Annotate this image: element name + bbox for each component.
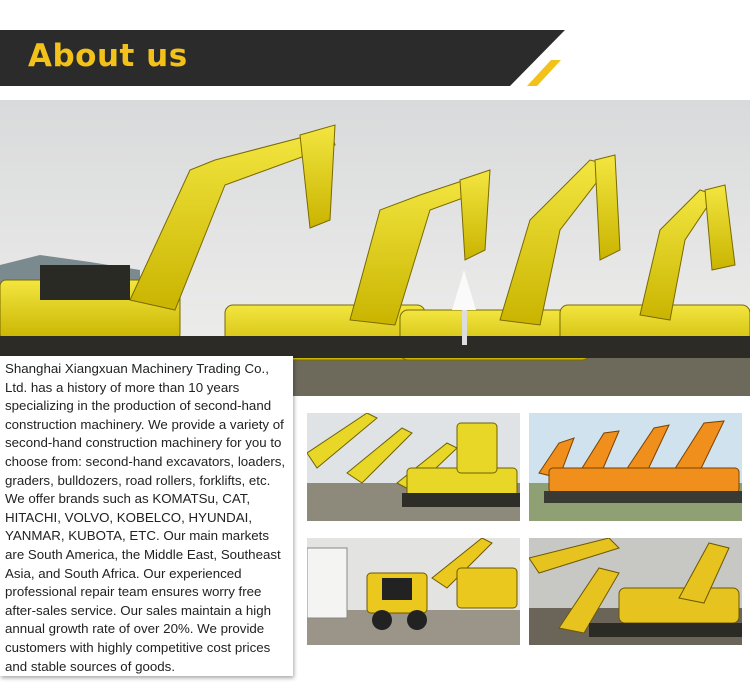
hero-image <box>0 100 750 396</box>
header-banner <box>0 30 750 86</box>
gallery-photo-4 <box>529 538 742 645</box>
gallery-photo-2 <box>529 413 742 521</box>
about-paragraph: Shanghai Xiangxuan Machinery Trading Co., Ltd. has a history of more than 10 years specializing in the production of second-hand construction machinery. We provide a variety of second-hand construction machinery for you to choose from: second-hand excavators, loaders, graders, bulldozers, road rollers, forklifts, etc. We offer brands such as KOMATSu, CAT, HITACHI, VOLVO, KOBELCO, HYUNDAI, YANMAR, KUBOTA, ETC. Our main markets are South America, the Middle East, Southeast Asia, and South Africa. Our experienced professional repair team ensures worry free after-sales service. Our sales maintain a high annual growth rate of over 20%. We provide customers with highly competitive cost prices and stable sources of goods. <box>5 361 286 674</box>
section-title: About us <box>28 38 188 74</box>
gallery-photo-3 <box>307 538 520 645</box>
gallery-photo-1 <box>307 413 520 521</box>
about-text-card <box>0 356 293 676</box>
